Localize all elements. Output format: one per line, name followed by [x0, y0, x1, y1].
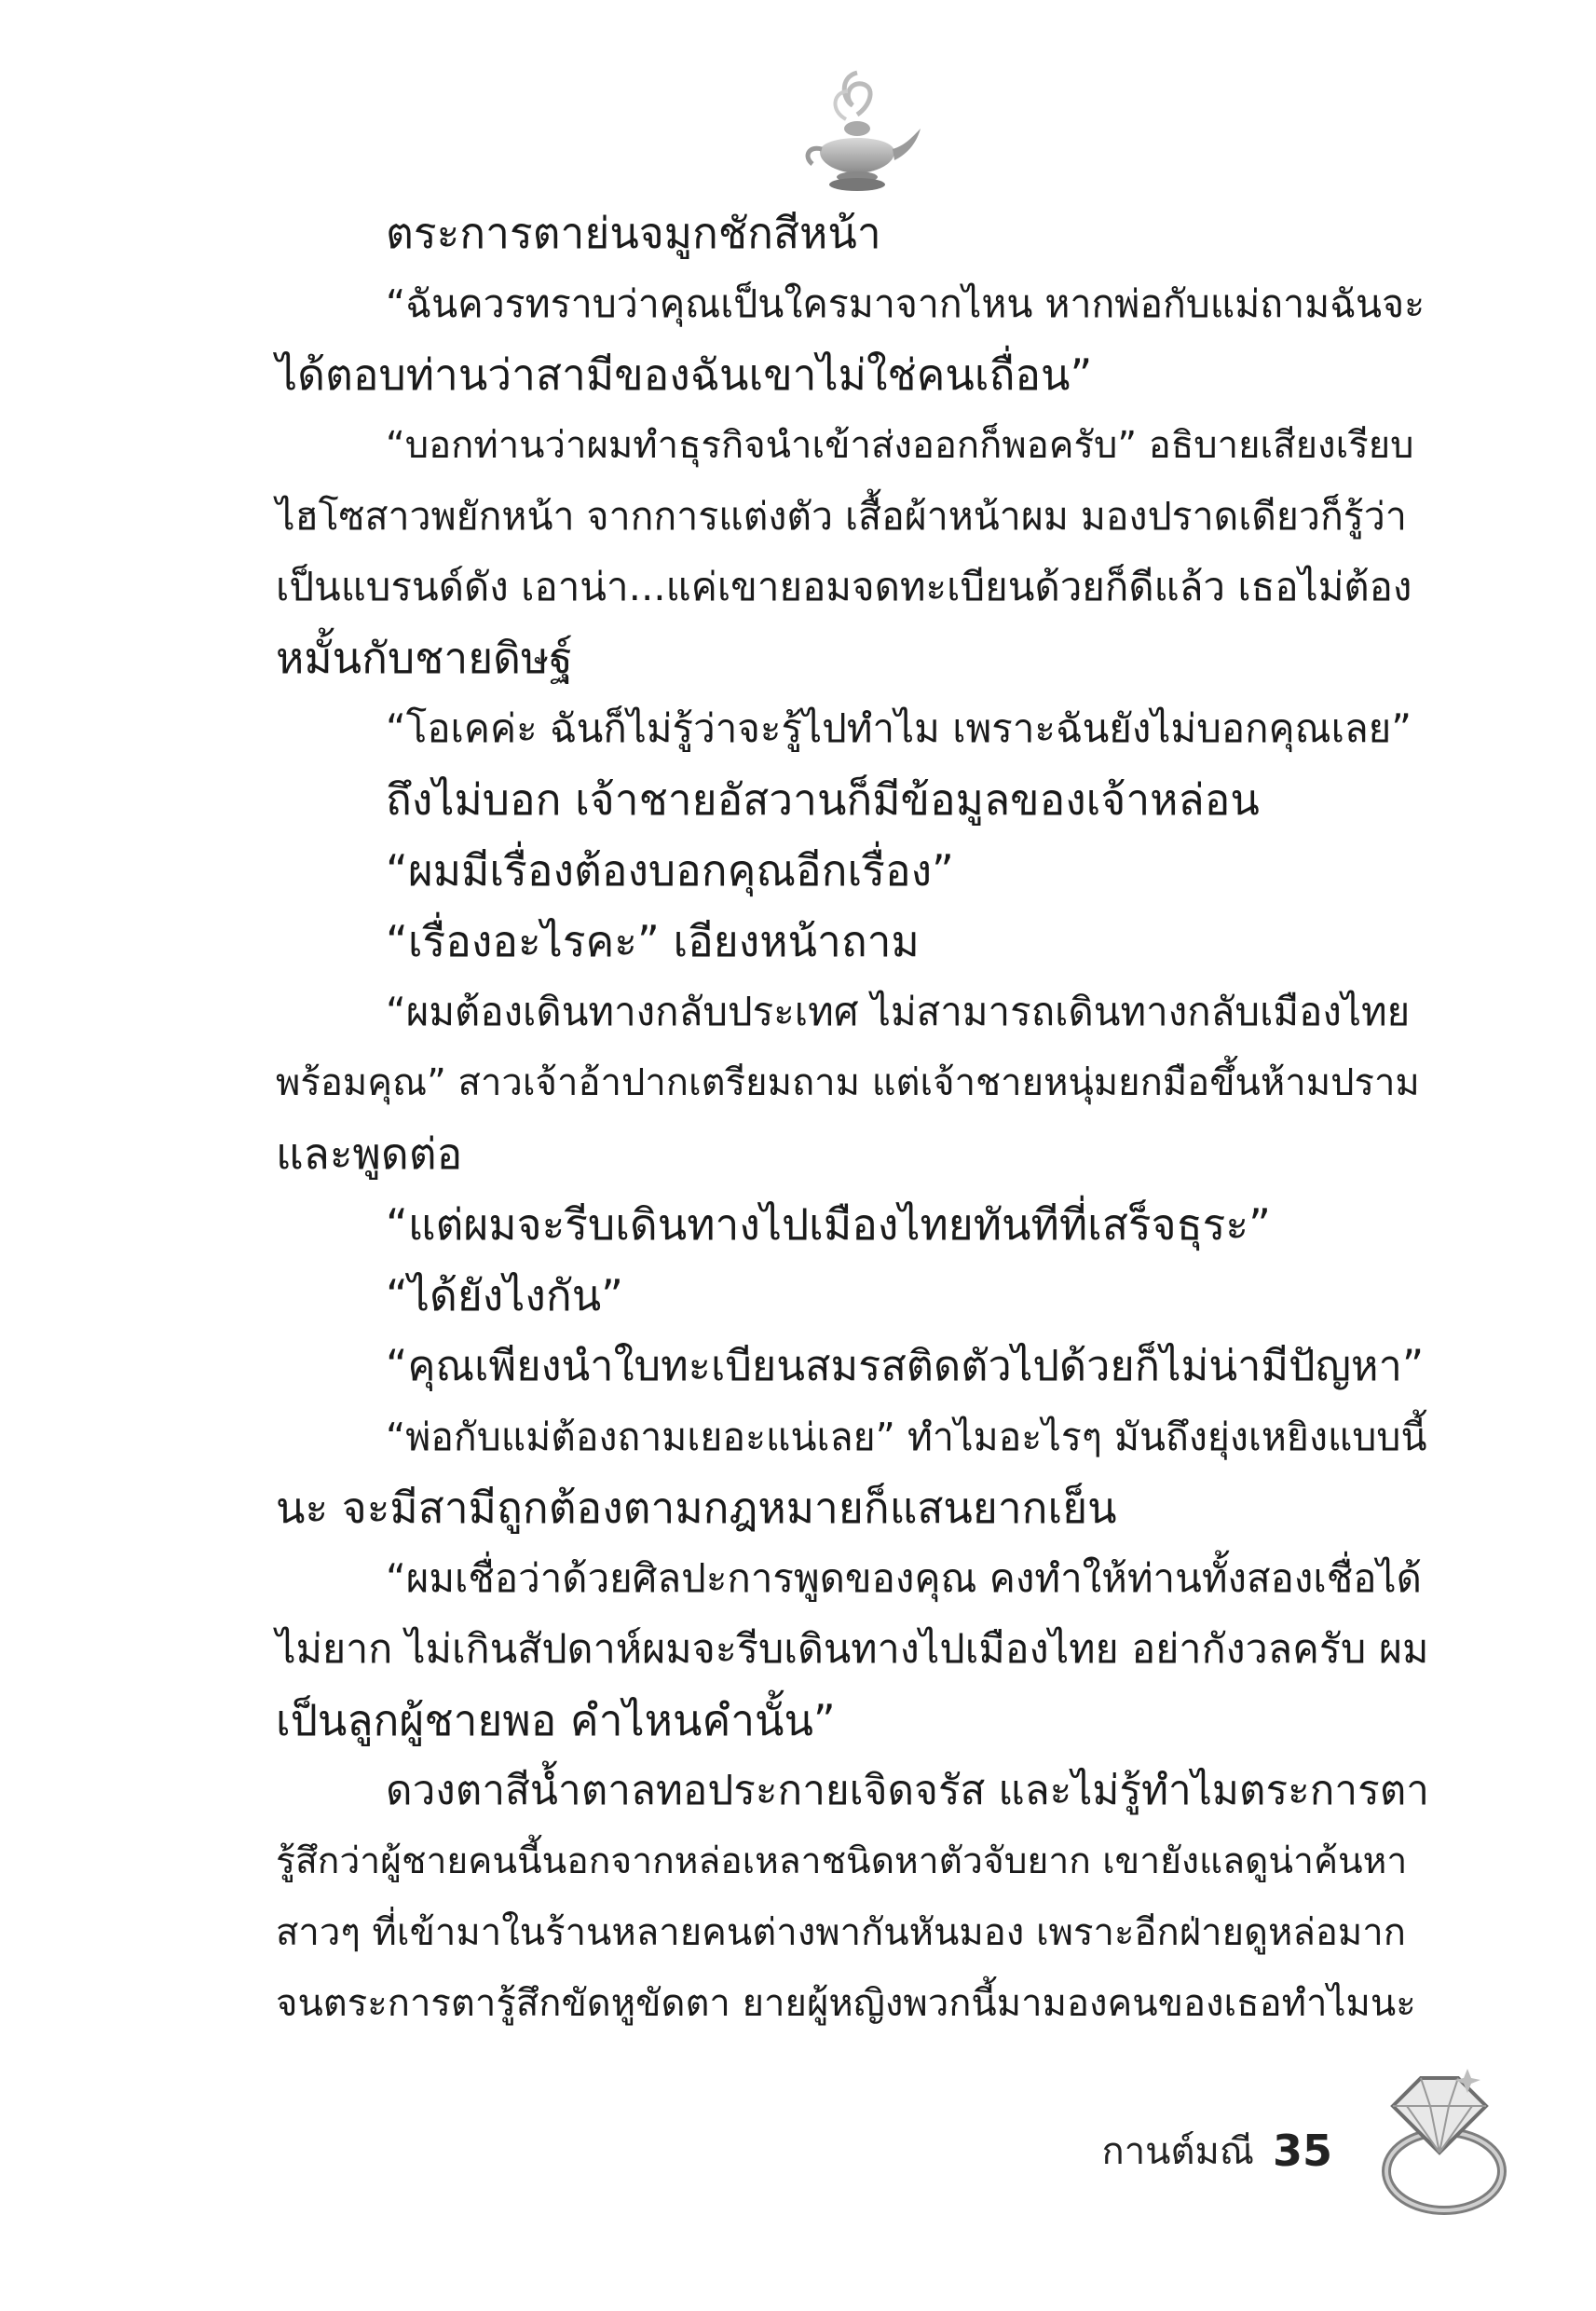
body-line: จนตระการตารู้สึกขัดหูขัดตา ยายผู้หญิงพวกนี้มามองคนของเธอทำไมนะ	[276, 1982, 1416, 2025]
body-line: ถึงไม่บอก เจ้าชายอัสวานก็มีข้อมูลของเจ้าหล่อน	[386, 774, 1260, 825]
body-line: พร้อมคุณ” สาวเจ้าอ้าปากเตรียมถาม แต่เจ้าชายหนุ่มยกมือขึ้นห้ามปราม	[276, 1061, 1420, 1104]
body-line: “แต่ผมจะรีบเดินทางไปเมืองไทยทันทีที่เสร็จธุระ”	[386, 1199, 1271, 1250]
body-line: “ผมต้องเดินทางกลับประเทศ ไม่สามารถเดินทางกลับเมืองไทย	[386, 989, 1411, 1034]
body-line: “เรื่องอะไรคะ” เอียงหน้าถาม	[386, 916, 920, 966]
body-line: ไฮโซสาวพยักหน้า จากการแต่งตัว เสื้อผ้าหน้าผม มองปราดเดียวก็รู้ว่า	[276, 494, 1407, 539]
body-line: “บอกท่านว่าผมทำธุรกิจนำเข้าส่งออกก็พอครับ” อธิบายเสียงเรียบ	[386, 424, 1414, 467]
body-line: ตระการตาย่นจมูกชักสีหน้า	[386, 208, 881, 258]
body-line: ดวงตาสีน้ำตาลทอประกายเจิดจรัส และไม่รู้ทำไมตระการตา	[386, 1767, 1430, 1814]
body-text	[276, 198, 1431, 2039]
body-line: เป็นลูกผู้ชายพอ คำไหนคำนั้น”	[276, 1695, 836, 1745]
body-line: เป็นแบรนด์ดัง เอาน่า...แค่เขายอมจดทะเบียนด้วยก็ดีแล้ว เธอไม่ต้อง	[276, 564, 1412, 609]
diamond-ring-icon	[1356, 2050, 1514, 2227]
body-line: ได้ตอบท่านว่าสามีของฉันเขาไม่ใช่คนเถื่อน”	[276, 349, 1093, 400]
author-name: กานต์มณี	[1101, 2130, 1254, 2173]
body-line: “คุณเพียงนำใบทะเบียนสมรสติดตัวไปด้วยก็ไม่น่ามีปัญหา”	[386, 1341, 1425, 1390]
body-line: “ผมเชื่อว่าด้วยศิลปะการพูดของคุณ คงทำให้ท่านทั้งสองเชื่อได้	[386, 1555, 1422, 1601]
body-line: และพูดต่อ	[276, 1128, 463, 1179]
body-line: สาวๆ ที่เข้ามาในร้านหลายคนต่างพากันหันมอง เพราะอีกฝ่ายดูหล่อมาก	[276, 1911, 1406, 1954]
body-line: “โอเคค่ะ ฉันก็ไม่รู้ว่าจะรู้ไปทำไม เพราะฉันยังไม่บอกคุณเลย”	[386, 705, 1412, 751]
body-line: ไม่ยาก ไม่เกินสัปดาห์ผมจะรีบเดินทางไปเมืองไทย อย่ากังวลครับ ผม	[276, 1626, 1429, 1673]
body-line: “ฉันควรทราบว่าคุณเป็นใครมาจากไหน หากพ่อกับแม่ถามฉันจะ	[386, 281, 1425, 326]
page-number: 35	[1272, 2126, 1332, 2176]
body-line: หมั้นกับชายดิษฐ์	[276, 633, 573, 683]
body-line: รู้สึกว่าผู้ชายคนนี้นอกจากหล่อเหลาชนิดหาตัวจับยาก เขายังแลดูน่าค้นหา	[276, 1840, 1408, 1882]
body-line: “ผมมีเรื่องต้องบอกคุณอีกเรื่อง”	[386, 845, 954, 896]
magic-lamp-icon	[792, 63, 922, 203]
body-line: นะ จะมีสามีถูกต้องตามกฎหมายก็แสนยากเย็น	[276, 1483, 1117, 1533]
body-line: “ได้ยังไงกัน”	[386, 1270, 623, 1320]
body-line: “พ่อกับแม่ต้องถามเยอะแน่เลย” ทำไมอะไรๆ มันถึงยุ่งเหยิงแบบนี้	[386, 1415, 1427, 1459]
page-footer	[1090, 2113, 1332, 2188]
